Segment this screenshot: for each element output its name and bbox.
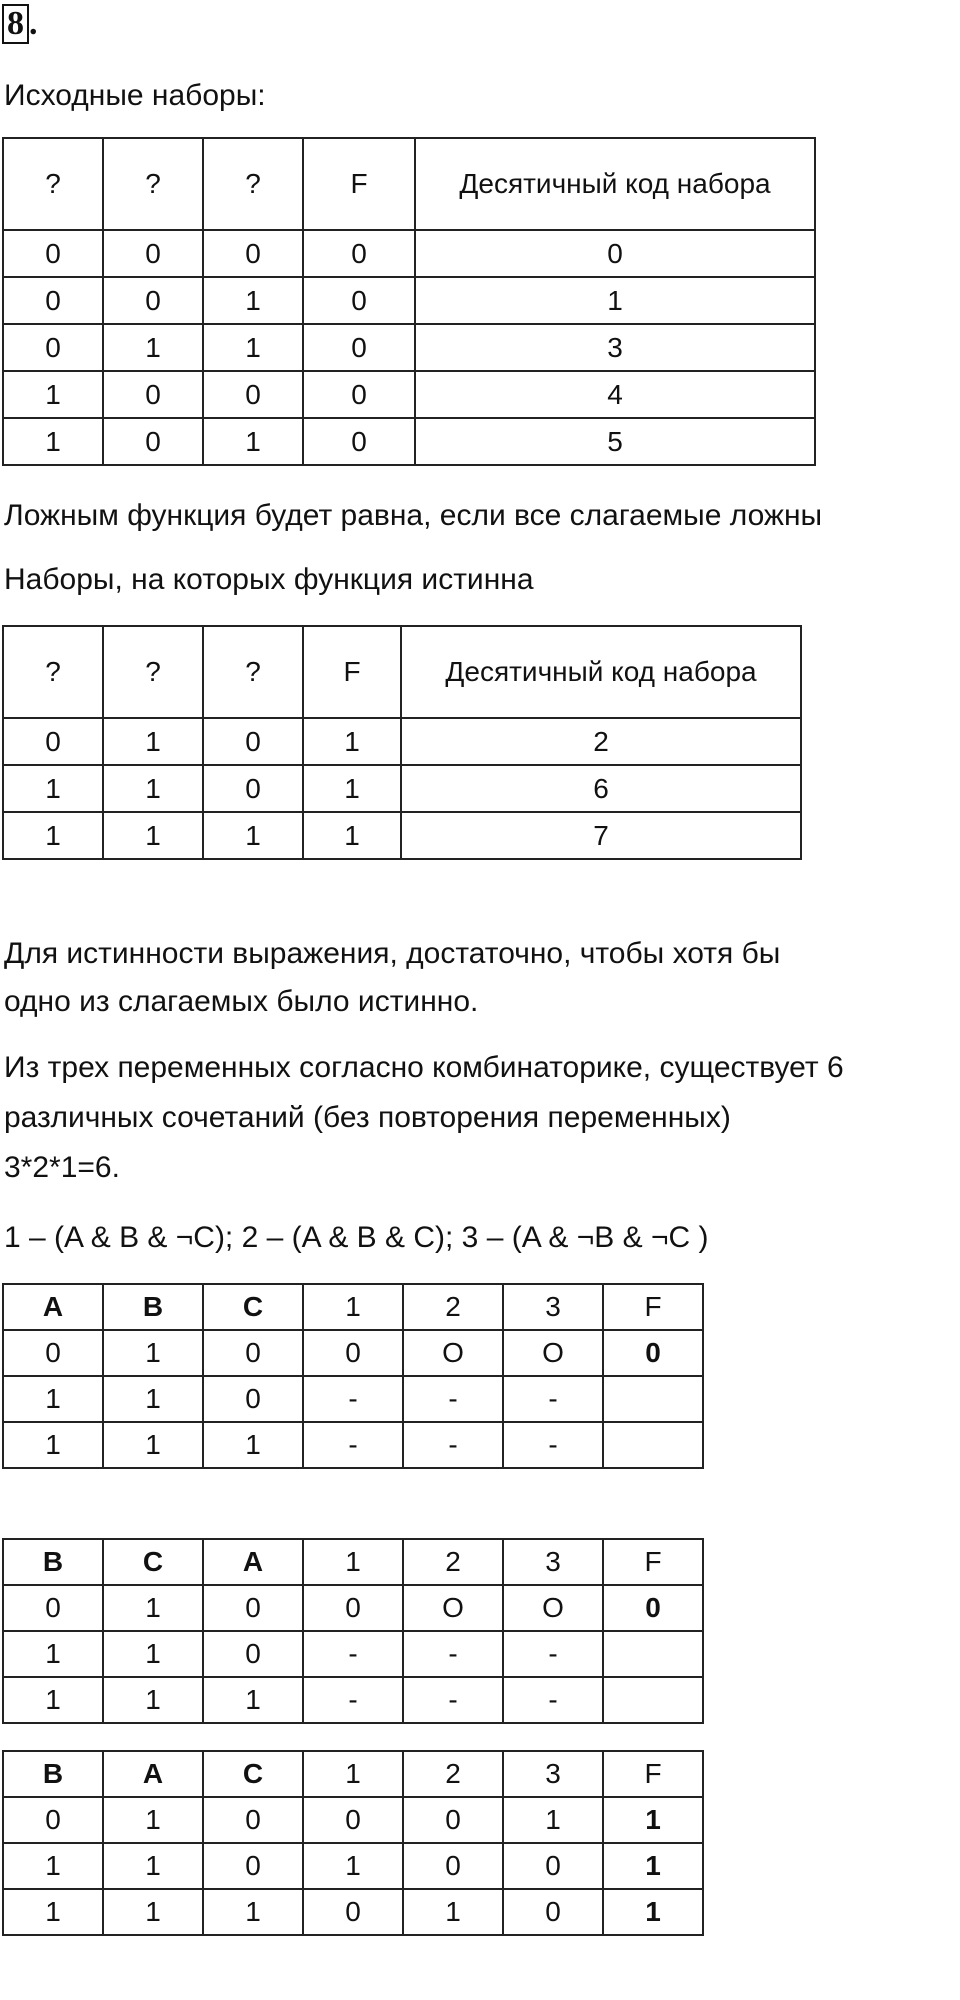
table-header-row [3, 138, 815, 230]
table-row [3, 277, 815, 324]
header-cell: ? [103, 626, 203, 718]
table-row [3, 230, 815, 277]
header-cell: 1 [303, 1284, 403, 1330]
cell: 1 [303, 718, 401, 765]
header-cell: ? [3, 138, 103, 230]
cell: 0 [403, 1797, 503, 1843]
cell [603, 1677, 703, 1723]
header-cell: B [3, 1539, 103, 1585]
header-cell: 2 [403, 1284, 503, 1330]
cell: 2 [401, 718, 801, 765]
cell: 1 [603, 1889, 703, 1935]
table-row [3, 765, 801, 812]
header-cell: F [603, 1751, 703, 1797]
cell: 0 [415, 230, 815, 277]
header-cell: Десятичный код набора [415, 138, 815, 230]
cell: 1 [203, 1422, 303, 1468]
header-cell: F [303, 626, 401, 718]
cell: 1 [203, 324, 303, 371]
cell: O [503, 1330, 603, 1376]
cell: 1 [503, 1797, 603, 1843]
cell: 1 [3, 812, 103, 859]
cell: 1 [103, 1376, 203, 1422]
cell: - [403, 1422, 503, 1468]
cell: 0 [603, 1330, 703, 1376]
cell: 3 [415, 324, 815, 371]
header-cell: B [103, 1284, 203, 1330]
table-row [3, 1585, 703, 1631]
table-header-row [3, 1751, 703, 1797]
combo-text-line-1: Из трех переменных согласно комбинаторике, существует 6 [4, 1051, 844, 1084]
check-table-bac [2, 1750, 704, 1936]
cell: 1 [303, 812, 401, 859]
cell: 1 [3, 418, 103, 465]
check-table-abc [2, 1283, 704, 1469]
cell: 1 [203, 1677, 303, 1723]
header-cell: 2 [403, 1539, 503, 1585]
cell: 1 [3, 1677, 103, 1723]
table-row [3, 1843, 703, 1889]
cell: 0 [503, 1843, 603, 1889]
cell: 0 [203, 765, 303, 812]
cell: 1 [103, 1330, 203, 1376]
header-cell: A [3, 1284, 103, 1330]
table-row [3, 418, 815, 465]
cell: 0 [203, 230, 303, 277]
cell: 1 [103, 1677, 203, 1723]
header-cell: F [303, 138, 415, 230]
cell: 0 [303, 1797, 403, 1843]
cell: 0 [203, 1797, 303, 1843]
table-row [3, 1422, 703, 1468]
cell: 0 [3, 718, 103, 765]
cell: 1 [3, 765, 103, 812]
truth-text-line-2: одно из слагаемых было истинно. [4, 985, 479, 1018]
table-row [3, 718, 801, 765]
cell: - [403, 1376, 503, 1422]
cell: 0 [103, 230, 203, 277]
cell: 1 [303, 765, 401, 812]
cell: 1 [103, 718, 203, 765]
cell [603, 1631, 703, 1677]
cell: 0 [303, 418, 415, 465]
cell: 1 [3, 1843, 103, 1889]
header-cell: 3 [503, 1284, 603, 1330]
cell [603, 1422, 703, 1468]
cell: 1 [103, 1631, 203, 1677]
cell: 0 [3, 230, 103, 277]
table-row [3, 1631, 703, 1677]
table-header-row [3, 1539, 703, 1585]
cell: 0 [3, 1330, 103, 1376]
header-cell: ? [103, 138, 203, 230]
cell: 0 [203, 1631, 303, 1677]
cell: 0 [203, 371, 303, 418]
cell: 1 [3, 1631, 103, 1677]
cell: - [303, 1677, 403, 1723]
header-cell: 3 [503, 1539, 603, 1585]
cell: 1 [603, 1843, 703, 1889]
table-row [3, 371, 815, 418]
check-table-bca [2, 1538, 704, 1724]
cell: - [403, 1631, 503, 1677]
cell: 5 [415, 418, 815, 465]
header-cell: ? [3, 626, 103, 718]
cell: 0 [303, 277, 415, 324]
table-row [3, 1677, 703, 1723]
table-row [3, 1797, 703, 1843]
cell [603, 1376, 703, 1422]
cell: 0 [3, 1585, 103, 1631]
cell: 1 [103, 1889, 203, 1935]
cell: 6 [401, 765, 801, 812]
table-row [3, 1889, 703, 1935]
cell: 1 [103, 324, 203, 371]
cell: - [303, 1376, 403, 1422]
header-cell: 2 [403, 1751, 503, 1797]
cell: 1 [3, 1889, 103, 1935]
cell: 0 [303, 1585, 403, 1631]
truth-text-line-1: Для истинности выражения, достаточно, чтобы хотя бы [4, 937, 781, 970]
cell: 0 [203, 718, 303, 765]
cell: 1 [103, 1843, 203, 1889]
header-cell: C [103, 1539, 203, 1585]
cell: 4 [415, 371, 815, 418]
cell: 0 [303, 371, 415, 418]
cell: 1 [3, 371, 103, 418]
header-cell: Десятичный код набора [401, 626, 801, 718]
cell: 1 [203, 277, 303, 324]
cell: 1 [403, 1889, 503, 1935]
cell: 0 [203, 1843, 303, 1889]
cell: 1 [103, 812, 203, 859]
true-sets-label: Наборы, на которых функция истинна [4, 563, 534, 596]
header-cell: A [203, 1539, 303, 1585]
cell: 0 [3, 1797, 103, 1843]
cell: 1 [203, 812, 303, 859]
cell: 1 [103, 1585, 203, 1631]
cell: - [303, 1422, 403, 1468]
cell: 1 [103, 1797, 203, 1843]
cell: 1 [203, 418, 303, 465]
header-cell: A [103, 1751, 203, 1797]
cell: - [303, 1631, 403, 1677]
cell: 0 [303, 324, 415, 371]
cell: 1 [3, 1422, 103, 1468]
header-cell: 1 [303, 1539, 403, 1585]
cell: 1 [303, 1843, 403, 1889]
task-number: 8 . [2, 4, 38, 44]
table-row [3, 1330, 703, 1376]
cell: 0 [3, 277, 103, 324]
cell: O [403, 1330, 503, 1376]
cell: 0 [603, 1585, 703, 1631]
cell: 0 [203, 1585, 303, 1631]
terms-line: 1 – (A & B & ¬C); 2 – (A & B & C); 3 – (A & ¬B & ¬C ) [4, 1221, 709, 1254]
cell: 0 [303, 230, 415, 277]
cell: 0 [203, 1376, 303, 1422]
cell: 7 [401, 812, 801, 859]
cell: 1 [203, 1889, 303, 1935]
cell: 0 [103, 418, 203, 465]
intro-label: Исходные наборы: [4, 79, 266, 112]
cell: 0 [303, 1330, 403, 1376]
cell: 1 [103, 765, 203, 812]
table-header-row [3, 626, 801, 718]
combo-text-line-3: 3*2*1=6. [4, 1151, 120, 1184]
cell: 1 [103, 1422, 203, 1468]
cell: - [403, 1677, 503, 1723]
header-cell: B [3, 1751, 103, 1797]
cell: 0 [203, 1330, 303, 1376]
combo-text-line-2: различных сочетаний (без повторения переменных) [4, 1101, 731, 1134]
initial-sets-table [2, 137, 816, 466]
cell: 1 [415, 277, 815, 324]
cell: 0 [3, 324, 103, 371]
table-row [3, 812, 801, 859]
table-row [3, 1376, 703, 1422]
header-cell: C [203, 1751, 303, 1797]
cell: O [503, 1585, 603, 1631]
cell: 0 [103, 371, 203, 418]
false-statement: Ложным функция будет равна, если все слагаемые ложны [4, 499, 823, 532]
cell: 0 [503, 1889, 603, 1935]
table-row [3, 324, 815, 371]
cell: - [503, 1677, 603, 1723]
header-cell: ? [203, 626, 303, 718]
header-cell: 1 [303, 1751, 403, 1797]
cell: 0 [403, 1843, 503, 1889]
table-header-row [3, 1284, 703, 1330]
cell: - [503, 1422, 603, 1468]
header-cell: ? [203, 138, 303, 230]
header-cell: F [603, 1539, 703, 1585]
cell: 1 [603, 1797, 703, 1843]
header-cell: F [603, 1284, 703, 1330]
header-cell: C [203, 1284, 303, 1330]
cell: - [503, 1376, 603, 1422]
cell: - [503, 1631, 603, 1677]
cell: O [403, 1585, 503, 1631]
header-cell: 3 [503, 1751, 603, 1797]
true-sets-table [2, 625, 802, 860]
cell: 0 [103, 277, 203, 324]
cell: 1 [3, 1376, 103, 1422]
cell: 0 [303, 1889, 403, 1935]
